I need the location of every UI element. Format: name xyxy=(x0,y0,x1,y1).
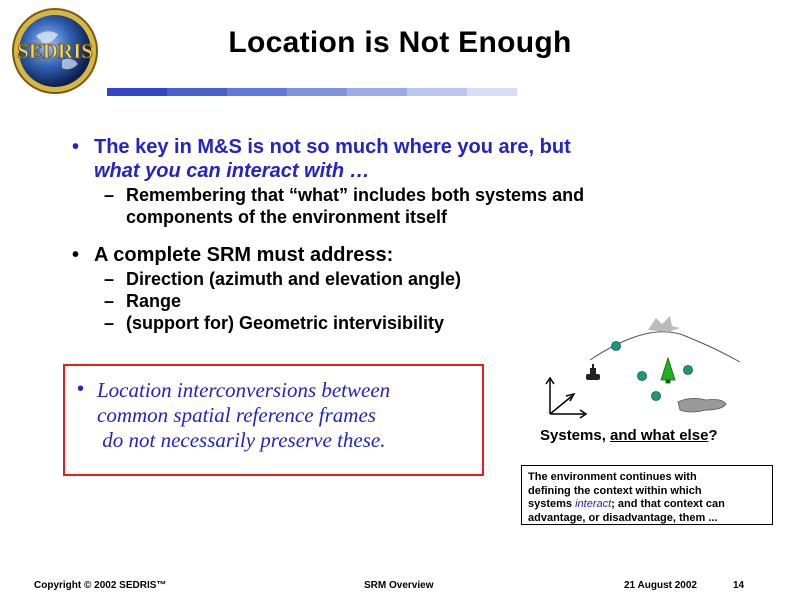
sub-bullet-line: components of the environment itself xyxy=(126,207,448,227)
slide-title: Location is Not Enough xyxy=(228,26,572,59)
axes-icon xyxy=(546,378,586,418)
aircraft-icon xyxy=(648,316,680,332)
sub-bullet-line: Remembering that “what” includes both systems and xyxy=(126,185,585,205)
sub-bullet-line: Direction (azimuth and elevation angle) xyxy=(126,269,462,289)
footer-date: 21 August 2002 xyxy=(624,580,697,591)
sedris-logo xyxy=(6,6,104,96)
green-star-icon xyxy=(612,342,693,401)
callout-line: Location interconversions between xyxy=(97,378,391,402)
illustration-caption: Systems, and what else? xyxy=(540,427,718,444)
bullet-line: The key in M&S is not so much where you are, but xyxy=(94,136,571,158)
lake-icon xyxy=(678,398,726,412)
callout-line: do not necessarily preserve these. xyxy=(97,428,386,452)
bullet-line: A complete SRM must address: xyxy=(94,244,394,266)
environment-note-box: The environment continues with defining the context within which systems interact; and that context can advantage, or disadvantage, them ... xyxy=(521,465,773,525)
tree-icon xyxy=(661,358,675,383)
title-underline xyxy=(107,88,517,96)
tank-icon xyxy=(586,364,600,380)
systems-illustration xyxy=(530,310,760,430)
callout-text xyxy=(97,378,390,453)
logo-text: SEDRIS xyxy=(17,39,93,63)
footer-copyright: Copyright © 2002 SEDRIS™ xyxy=(34,580,167,591)
footer-title: SRM Overview xyxy=(364,580,434,591)
callout-line: common spatial reference frames xyxy=(97,403,376,427)
callout-box: • Location interconversions between common spatial reference frames do not necessarily preserve these. xyxy=(63,364,484,476)
bullet-line: what you can interact with … xyxy=(94,160,370,182)
sub-bullet-line: (support for) Geometric intervisibility xyxy=(126,313,445,333)
sub-bullet-line: Range xyxy=(126,291,182,311)
footer-page-number: 14 xyxy=(733,580,745,591)
